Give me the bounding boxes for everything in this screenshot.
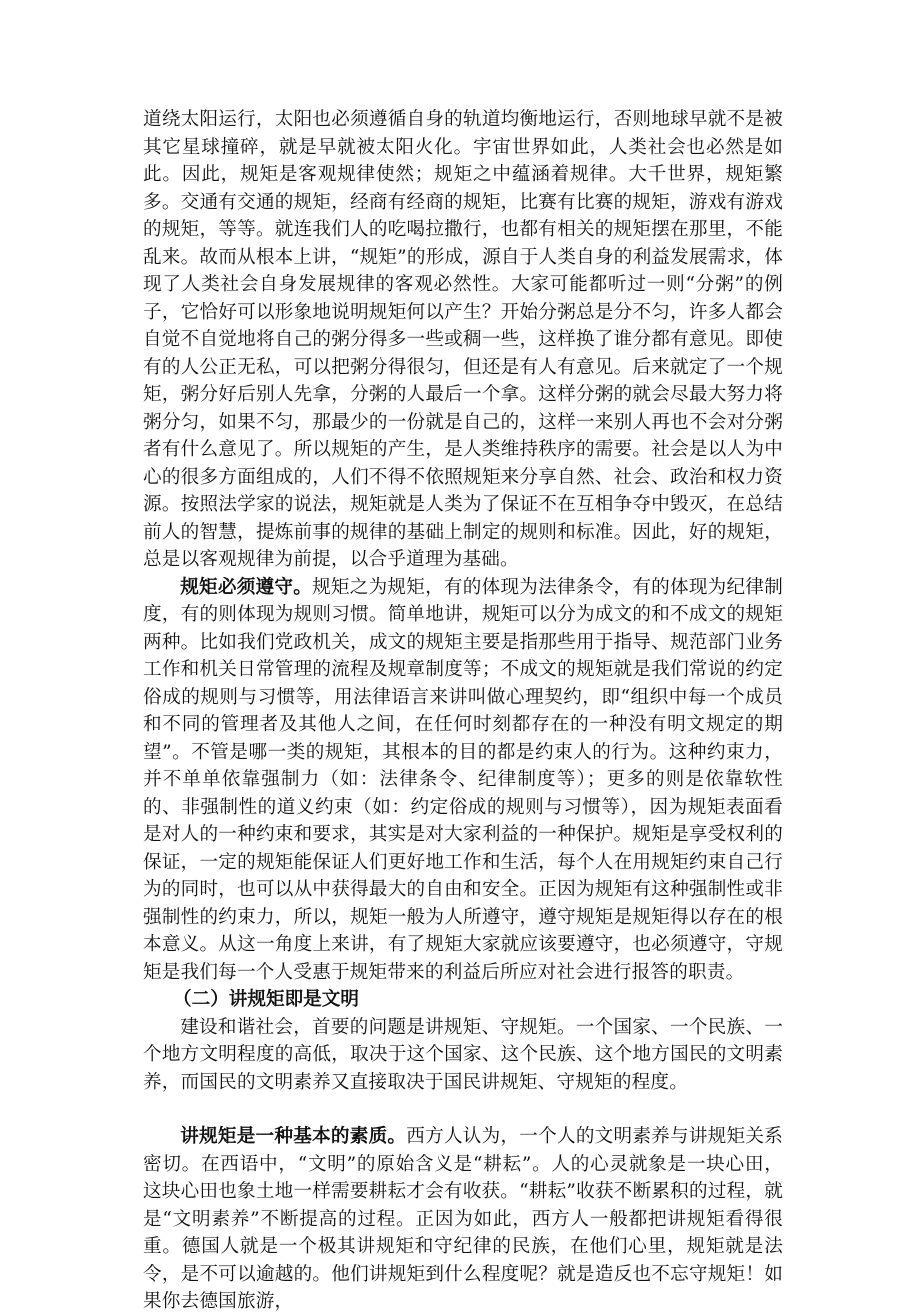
document-page [143,106,783,1316]
paragraph-body: 西方人认为，一个人的文明素养与讲规矩关系密切。在西语中，“文明”的原始含义是“耕耘”。人的心灵就象是一块心田，这块心田也象土地一样需要耕耘才会有收获。“耕耘”收获不断累积的过程，就是“文明素养”不断提高的过程。正因为如此，西方人一般都把讲规矩看得很重。德国人就是一个极其讲规矩和守纪律的民族，在他们心里，规矩就是法令，是不可以逾越的。他们讲规矩到什么程度呢？就是造反也不忘守规矩！如果你去德国旅游， [143,1126,783,1312]
paragraph-body: 规矩之为规矩，有的体现为法律条令，有的体现为纪律制度，有的则体现为规则习惯。简单地讲，规矩可以分为成文的和不成文的规矩两种。比如我们党政机关，成文的规矩主要是指那些用于指导、规范部门业务工作和机关日常管理的流程及规章制度等；不成文的规矩就是我们常说的约定俗成的规则与习惯等，用法律语言来讲叫做心理契约，即“组织中每一个成员和不同的管理者及其他人之间，在任何时刻都存在的一种没有明文规定的期望”。不管是哪一类的规矩，其根本的目的都是约束人的行为。这种约束力，并不单单依靠强制力（如：法律条令、纪律制度等）；更多的则是依靠软性的、非强制性的道义约束（如：约定俗成的规则与习惯等），因为规矩表面看是对人的一种约束和要求，其实是对大家利益的一种保护。规矩是享受权利的保证，一定的规矩能保证人们更好地工作和生活，每个人在用规矩约束自己行为的同时，也可以从中获得最大的自由和安全。正因为规矩有这种强制性或非强制性的约束力，所以，规矩一般为人所遵守，遵守规矩是规矩得以存在的根本意义。从这一角度上来讲，有了规矩大家就应该要遵守，也必须遵守，守规矩是我们每一个人受惠于规矩带来的利益后所应对社会进行报答的职责。 [143,576,783,983]
paragraph-must-obey [143,574,783,987]
paragraph-rule-origin: 道绕太阳运行，太阳也必须遵循自身的轨道均衡地运行，否则地球早就不是被其它星球撞碎，就是早就被太阳火化。宇宙世界如此，人类社会也必然是如此。因此，规矩是客观规律使然；规矩之中蕴涵着规律。大千世界，规矩繁多。交通有交通的规矩，经商有经商的规矩，比赛有比赛的规矩，游戏有游戏的规矩，等等。就连我们人的吃喝拉撒行，也都有相关的规矩摆在那里，不能乱来。故而从根本上讲，“规矩”的形成，源自于人类自身的利益发展需求，体现了人类社会自身发展规律的客观必然性。大家可能都听过一则“分粥”的例子，它恰好可以形象地说明规矩何以产生？开始分粥总是分不匀，许多人都会自觉不自觉地将自己的粥分得多一些或稠一些，这样换了谁分都有意见。即使有的人公正无私，可以把粥分得很匀，但还是有人有意见。后来就定了一个规矩，粥分好后别人先拿，分粥的人最后一个拿。这样分粥的就会尽最大努力将粥分匀，如果不匀，那最少的一份就是自己的，这样一来别人再也不会对分粥者有什么意见了。所以规矩的产生，是人类维持秩序的需要。社会是以人为中心的很多方面组成的，人们不得不依照规矩来分享自然、社会、政治和权力资源。按照法学家的说法，规矩就是人类为了保证不在互相争夺中毁灭，在总结前人的智慧，提炼前事的规律的基础上制定的规则和标准。因此，好的规矩，总是以客观规律为前提，以合乎道理为基础。 [143,109,783,570]
paragraph-lead-bold: 讲规矩是一种基本的素质。 [180,1126,407,1147]
paragraph-lead-bold: 规矩必须遵守。 [180,576,313,598]
paragraph-harmonious-society: 建设和谐社会，首要的问题是讲规矩、守规矩。一个国家、一个民族、一个地方文明程度的高低，取决于这个国家、这个民族、这个地方国民的文明素养，而国民的文明素养又直接取决于国民讲规矩、守规矩的程度。 [143,1016,783,1093]
paragraph-basic-quality [143,1123,783,1316]
paragraph-spacer [143,1096,783,1123]
section-heading: （二）讲规矩即是文明 [173,989,359,1010]
